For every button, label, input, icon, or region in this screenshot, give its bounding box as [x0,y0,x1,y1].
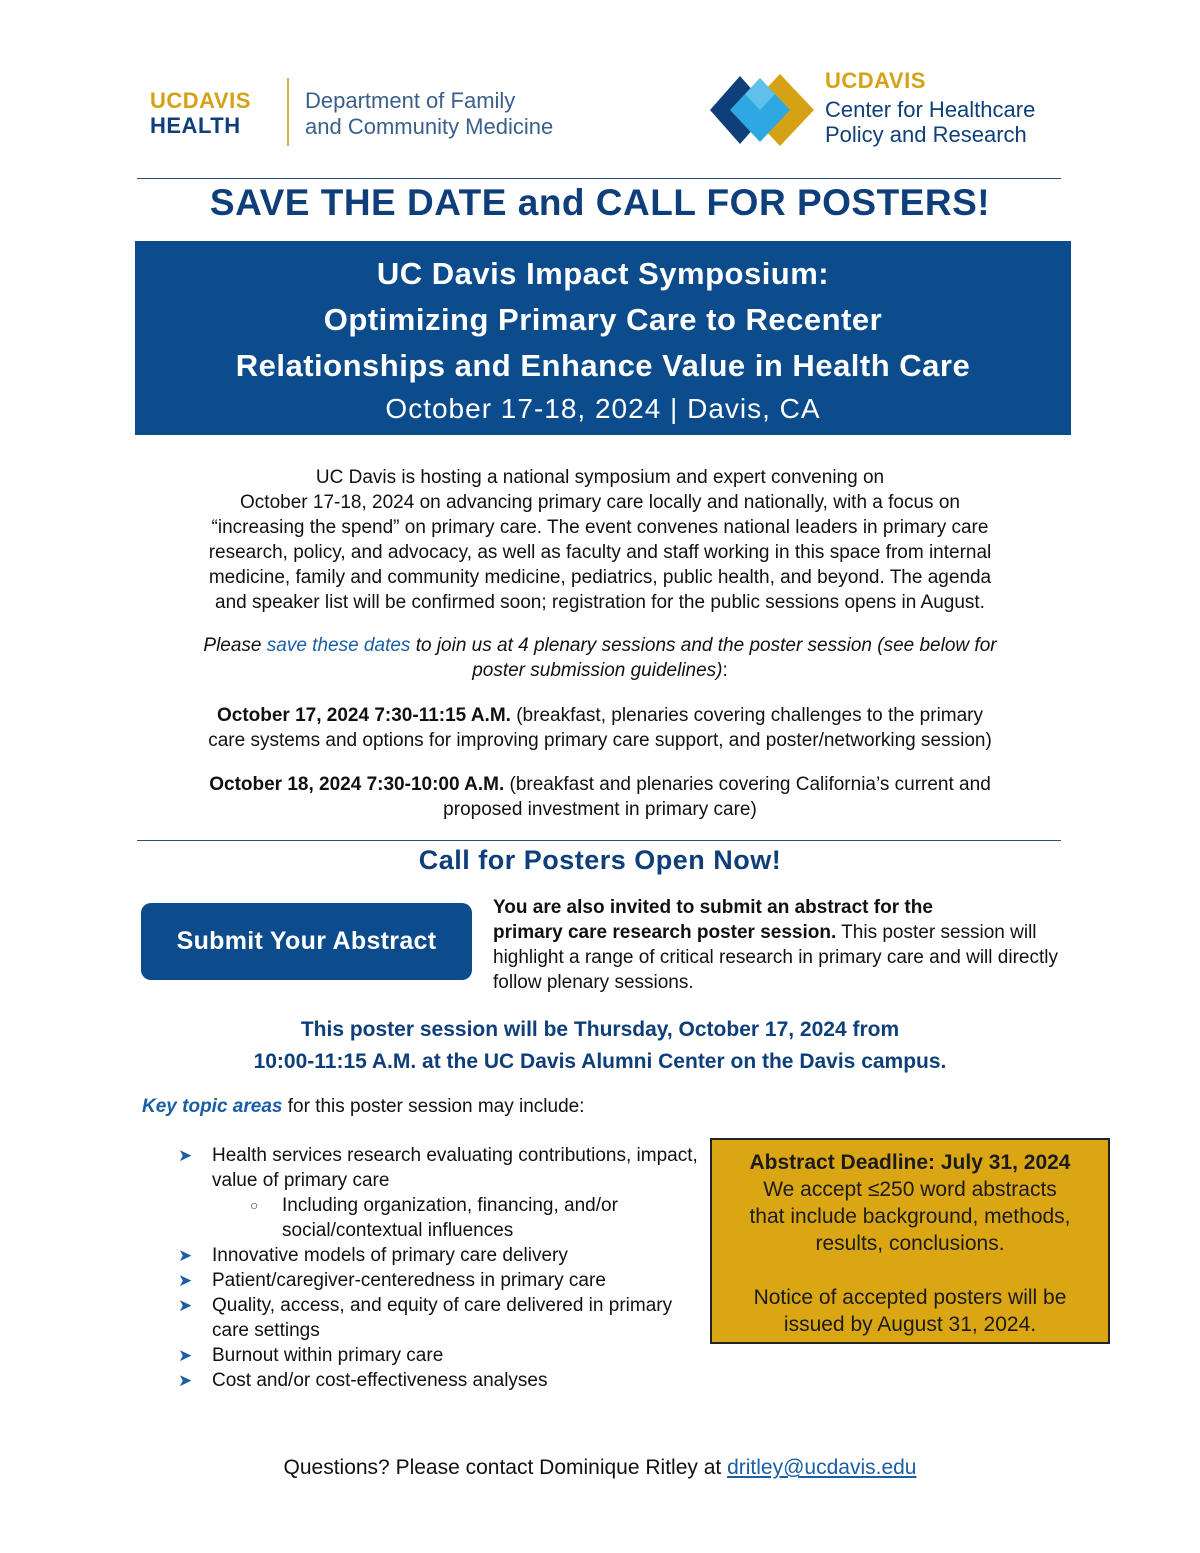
department-name [305,88,553,140]
arrow-bullet-icon: ➤ [178,1371,193,1390]
department-line2: and Community Medicine [305,114,554,139]
topic-text: Health services research evaluating contributions, impact, value of primary care [212,1145,698,1191]
deadline-line: We accept ≤250 word abstracts [763,1178,1057,1201]
arrow-bullet-icon: ➤ [178,1346,193,1365]
ucdavis-health-logo [150,90,251,137]
intro-line: medicine, family and community medicine, pediatrics, public health, and beyond. The agenda [208,567,992,588]
logo-davis-text: DAVIS [182,88,251,113]
day-date: October 18, 2024 7:30-10:00 A.M. [209,774,505,795]
intro-line: UC Davis is hosting a national symposium and expert convening on [315,467,885,488]
save-note-pre: Please [203,635,267,656]
topic-text: Including organization, financing, and/or social/contextual influences [282,1195,618,1241]
save-note-post2: poster submission guidelines) [472,660,723,681]
list-item [178,1268,698,1293]
chpr-uc-text: UC [825,68,858,93]
deadline-line: that include background, methods, [749,1205,1071,1228]
intro-line: research, policy, and advocacy, as well as faculty and staff working in this space from internal [208,542,992,563]
topic-text: Burnout within primary care [212,1345,444,1366]
chpr-line2: Policy and Research [825,122,1027,147]
arrow-bullet-icon: ➤ [178,1296,193,1315]
day-desc-cont: proposed investment in primary care) [443,799,757,820]
banner-line2: Optimizing Primary Care to Recenter [323,302,883,337]
intro-line: October 17-18, 2024 on advancing primary care locally and nationally, with a focus on [240,492,960,513]
invite-rest: This poster session will highlight a range of critical research in primary care and will directly follow plenary sessions. [493,922,1058,993]
topic-text: Patient/caregiver-centeredness in primary care [212,1270,606,1291]
topic-list [178,1143,698,1393]
save-these-dates-highlight: save these dates [266,635,411,656]
department-line1: Department of Family [305,88,516,113]
contact-text: Questions? Please contact Dominique Ritley at [283,1456,728,1479]
invite-paragraph [493,895,1063,995]
day-desc: (breakfast and plenaries covering California’s current and [504,774,991,795]
save-the-date-heading: SAVE THE DATE and CALL FOR POSTERS! [209,182,991,223]
arrow-bullet-icon: ➤ [178,1246,193,1265]
day-desc: (breakfast, plenaries covering challenges to the primary [510,705,984,726]
list-item [178,1343,698,1368]
chpr-diamond-logo-icon [710,70,815,150]
submit-abstract-button[interactable]: Submit Your Abstract [141,903,472,980]
arrow-bullet-icon: ➤ [178,1146,193,1165]
call-for-posters-heading: Call for Posters Open Now! [418,845,782,875]
poster-session-note [0,1014,1200,1078]
save-dates-note [140,633,1060,683]
deadline-line: results, conclusions. [815,1232,1005,1255]
deadline-line: Notice of accepted posters will be [753,1286,1067,1309]
symposium-banner [135,241,1071,435]
chpr-logo-text [825,70,1035,147]
logo-divider [287,78,289,146]
circle-bullet-icon: ○ [250,1197,259,1213]
list-item [178,1143,698,1193]
logo-health-text: HEALTH [150,113,241,138]
topic-text: Cost and/or cost-effectiveness analyses [212,1370,548,1391]
save-note-colon: : [722,660,728,681]
intro-line: and speaker list will be confirmed soon; registration for the public sessions opens in August. [215,592,985,613]
list-subitem [178,1193,698,1243]
list-item [178,1243,698,1268]
contact-footer [0,1456,1200,1480]
intro-paragraph [140,465,1060,615]
key-topics-rest: for this poster session may include: [282,1096,585,1117]
deadline-line: issued by August 31, 2024. [783,1313,1037,1336]
day-date: October 17, 2024 7:30-11:15 A.M. [216,705,511,726]
abstract-deadline-box [710,1138,1110,1344]
day-schedule-oct17 [140,703,1060,753]
logo-uc-text: UC [150,88,183,113]
session-note-line1: This poster session will be Thursday, October 17, 2024 from [300,1018,900,1041]
deadline-title: Abstract Deadline: July 31, 2024 [749,1151,1071,1174]
banner-line3: Relationships and Enhance Value in Health Care [235,348,971,383]
key-topics-label: Key topic areas [142,1096,283,1117]
invite-bold-line2: primary care research poster session. [493,922,837,943]
banner-date: October 17-18, 2024 | Davis, CA [385,393,821,424]
day-schedule-oct18 [140,772,1060,822]
invite-bold-line1: You are also invited to submit an abstract for the [493,897,933,918]
arrow-bullet-icon: ➤ [178,1271,193,1290]
banner-line1: UC Davis Impact Symposium: [376,256,830,291]
intro-line: “increasing the spend” on primary care. The event convenes national leaders in primary care [211,517,989,538]
save-note-post1: to join us at 4 plenary sessions and the poster session (see below for [410,635,997,656]
list-item [178,1368,698,1393]
topic-text: Innovative models of primary care delivery [212,1245,568,1266]
key-topics-intro [142,1096,585,1118]
day-desc-cont: care systems and options for improving primary care support, and poster/networking session) [208,730,992,751]
session-note-line2: 10:00-11:15 A.M. at the UC Davis Alumni Center on the Davis campus. [253,1050,947,1073]
list-item [178,1293,698,1343]
contact-email-link[interactable]: dritley@ucdavis.edu [727,1456,917,1479]
divider-top [137,178,1061,179]
topic-text: Quality, access, and equity of care delivered in primary care settings [212,1295,673,1341]
chpr-davis-text: DAVIS [857,68,926,93]
chpr-line1: Center for Healthcare [825,97,1036,122]
divider-middle [137,840,1061,841]
